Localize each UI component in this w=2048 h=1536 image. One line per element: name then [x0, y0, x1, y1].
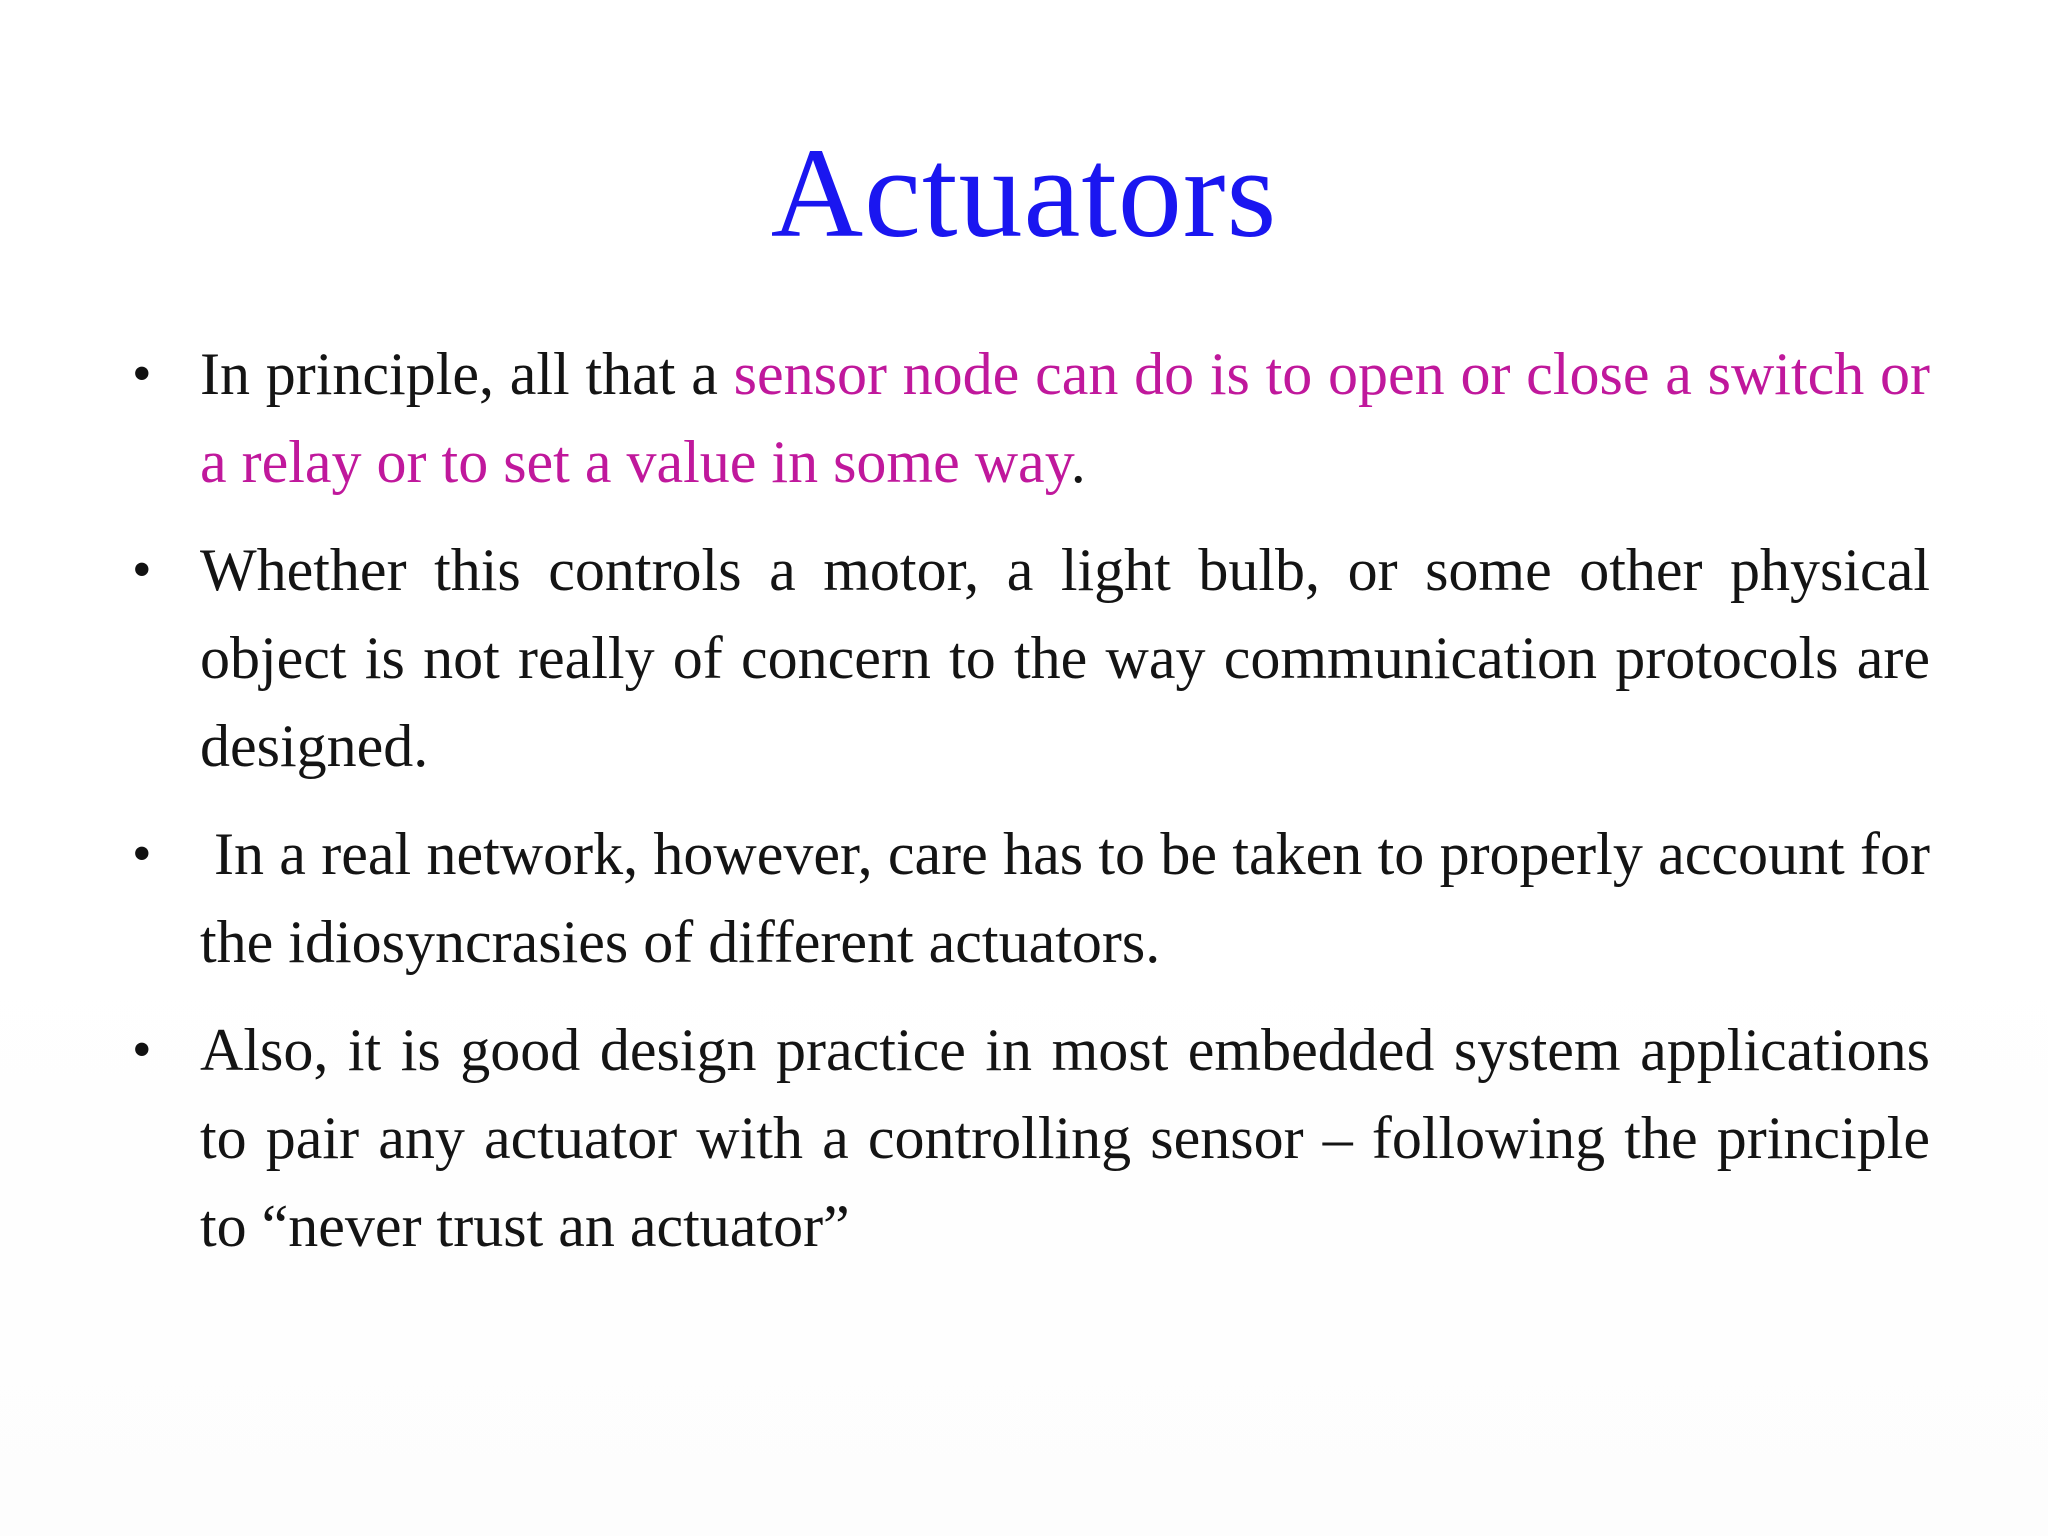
bullet-1-end: .	[1070, 429, 1086, 495]
bullet-3-text: In a real network, however, care has to be taken to properly account for the idiosyncrasies of different actuators.	[200, 821, 1930, 975]
bullet-marker: •	[132, 343, 152, 405]
bullet-marker: •	[132, 1019, 152, 1081]
bullet-4-text: Also, it is good design practice in most embedded system applications to pair any actuator with a controlling sensor – following the principle to “never trust an actuator”	[200, 1017, 1930, 1259]
bullet-marker: •	[132, 823, 152, 885]
slide-title: Actuators	[770, 122, 1278, 264]
bullet-list	[132, 330, 1931, 1290]
bullet-item-2	[132, 526, 1930, 790]
bullet-marker: •	[132, 539, 152, 601]
bullet-2-text: Whether this controls a motor, a light bulb, or some other physical object is not really of concern to the way communication protocols are designed.	[200, 537, 1930, 779]
bullet-item-1	[132, 330, 1931, 506]
bullet-1-highlight: sensor node can do is to open or close a switch or a relay or to set a value in some way	[200, 341, 1931, 495]
bullet-item-4	[132, 1006, 1930, 1270]
bullet-1-text: In principle, all that a	[200, 341, 734, 407]
bullet-item-3	[132, 810, 1930, 986]
